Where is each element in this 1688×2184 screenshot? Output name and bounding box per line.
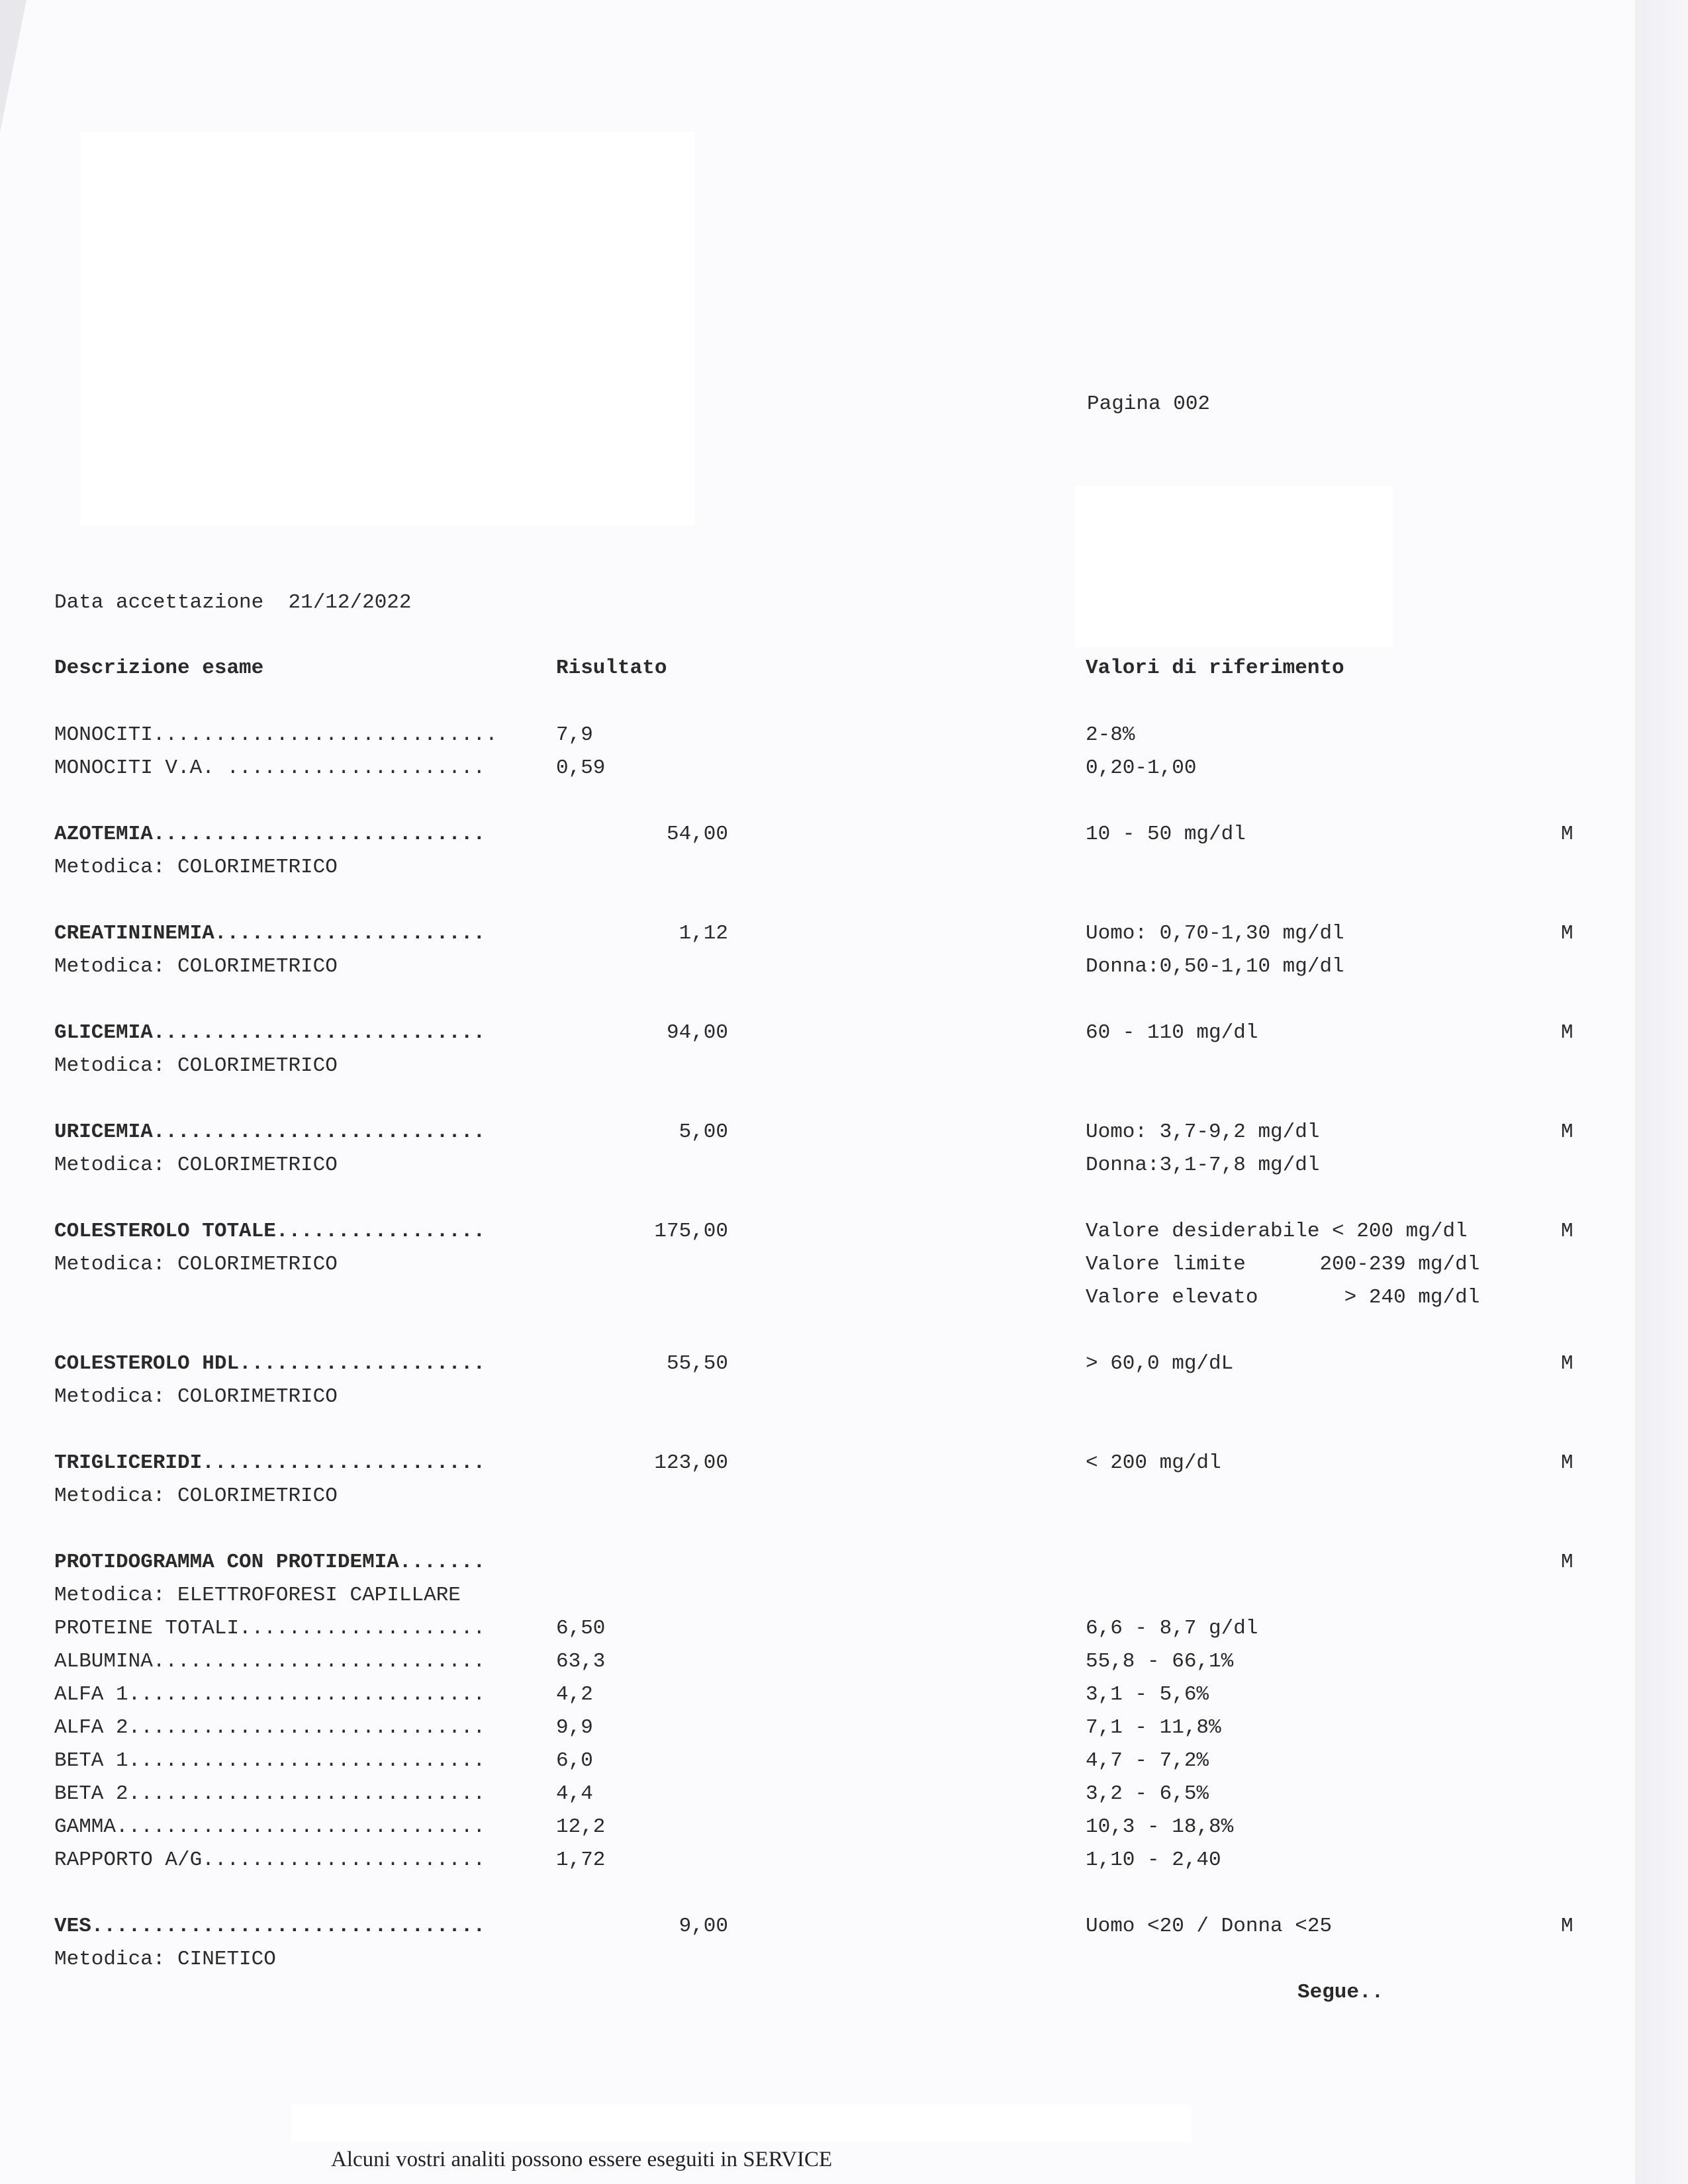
header-description: Descrizione esame xyxy=(54,657,264,680)
reference-range: 1,10 - 2,40 xyxy=(1086,1848,1221,1872)
exam-result: 6,0 xyxy=(556,1749,593,1772)
exam-name: COLESTEROLO HDL.................... xyxy=(54,1352,486,1375)
reference-range: 7,1 - 11,8% xyxy=(1086,1716,1221,1739)
reference-range: 3,2 - 6,5% xyxy=(1086,1782,1209,1805)
acceptance-label: Data accettazione xyxy=(54,591,264,614)
reference-range: Uomo: 0,70-1,30 mg/dl xyxy=(1086,922,1344,945)
exam-result: 4,4 xyxy=(556,1782,593,1805)
exam-name: ALBUMINA........................... xyxy=(54,1650,486,1673)
exam-name: ALFA 2............................. xyxy=(54,1716,486,1739)
redacted-patient-block xyxy=(1075,486,1393,647)
exam-name: GLICEMIA........................... xyxy=(54,1021,486,1044)
exam-method: Metodica: COLORIMETRICO xyxy=(54,955,338,978)
reference-range: 6,6 - 8,7 g/dl xyxy=(1086,1617,1258,1640)
exam-method: Metodica: COLORIMETRICO xyxy=(54,1385,338,1408)
exam-name: COLESTEROLO TOTALE................. xyxy=(54,1220,486,1243)
footer-strip xyxy=(291,2105,1192,2142)
exam-name: MONOCITI V.A. ..................... xyxy=(54,756,486,780)
reference-range: Donna:0,50-1,10 mg/dl xyxy=(1086,955,1344,978)
exam-name: ALFA 1............................. xyxy=(54,1683,486,1706)
exam-result: 123,00 xyxy=(654,1451,728,1475)
exam-name: BETA 1............................. xyxy=(54,1749,486,1772)
exam-result: 7,9 xyxy=(556,723,593,747)
exam-name: TRIGLICERIDI....................... xyxy=(54,1451,486,1475)
reference-range: 3,1 - 5,6% xyxy=(1086,1683,1209,1706)
method-flag: M xyxy=(1561,1220,1573,1243)
method-flag: M xyxy=(1561,922,1573,945)
exam-name: RAPPORTO A/G....................... xyxy=(54,1848,486,1872)
exam-name: PROTEINE TOTALI.................... xyxy=(54,1617,486,1640)
reference-range: 2-8% xyxy=(1086,723,1135,747)
exam-method: Metodica: ELETTROFORESI CAPILLARE xyxy=(54,1584,461,1607)
acceptance-date: 21/12/2022 xyxy=(288,591,412,614)
method-flag: M xyxy=(1561,823,1573,846)
exam-name: PROTIDOGRAMMA CON PROTIDEMIA....... xyxy=(54,1551,486,1574)
reference-range: Valore limite 200-239 mg/dl xyxy=(1086,1253,1480,1276)
exam-name: AZOTEMIA........................... xyxy=(54,823,486,846)
header-result: Risultato xyxy=(556,657,667,680)
exam-method: Metodica: COLORIMETRICO xyxy=(54,1154,338,1177)
continue-label: Segue.. xyxy=(1297,1981,1384,2004)
reference-range: Valore desiderabile < 200 mg/dl xyxy=(1086,1220,1468,1243)
exam-result: 94,00 xyxy=(666,1021,728,1044)
redacted-header-block xyxy=(81,132,695,525)
exam-result: 5,00 xyxy=(679,1120,728,1144)
reference-range: < 200 mg/dl xyxy=(1086,1451,1221,1475)
exam-result: 63,3 xyxy=(556,1650,606,1673)
exam-result: 12,2 xyxy=(556,1815,606,1839)
acceptance-date-line xyxy=(54,590,412,615)
exam-name: VES................................ xyxy=(54,1915,486,1938)
reference-range: 60 - 110 mg/dl xyxy=(1086,1021,1258,1044)
method-flag: M xyxy=(1561,1915,1573,1938)
page-number: Pagina 002 xyxy=(1087,392,1211,416)
reference-range: Valore elevato > 240 mg/dl xyxy=(1086,1286,1480,1309)
reference-range: 10,3 - 18,8% xyxy=(1086,1815,1234,1839)
exam-method: Metodica: COLORIMETRICO xyxy=(54,1253,338,1276)
exam-method: Metodica: COLORIMETRICO xyxy=(54,856,338,879)
exam-name: GAMMA.............................. xyxy=(54,1815,486,1839)
method-flag: M xyxy=(1561,1120,1573,1144)
reference-range: 0,20-1,00 xyxy=(1086,756,1197,780)
method-flag: M xyxy=(1561,1352,1573,1375)
exam-name: URICEMIA........................... xyxy=(54,1120,486,1144)
reference-range: Uomo: 3,7-9,2 mg/dl xyxy=(1086,1120,1320,1144)
reference-range: 55,8 - 66,1% xyxy=(1086,1650,1234,1673)
reference-range: 10 - 50 mg/dl xyxy=(1086,823,1246,846)
exam-result: 9,00 xyxy=(679,1915,728,1938)
header-reference: Valori di riferimento xyxy=(1086,657,1344,680)
exam-name: MONOCITI............................ xyxy=(54,723,498,747)
method-flag: M xyxy=(1561,1021,1573,1044)
exam-result: 175,00 xyxy=(654,1220,728,1243)
exam-name: CREATININEMIA...................... xyxy=(54,922,486,945)
exam-result: 0,59 xyxy=(556,756,606,780)
exam-result: 9,9 xyxy=(556,1716,593,1739)
exam-name: BETA 2............................. xyxy=(54,1782,486,1805)
method-flag: M xyxy=(1561,1451,1573,1475)
page-edge-shadow xyxy=(1635,0,1688,2184)
exam-result: 55,50 xyxy=(666,1352,728,1375)
exam-result: 4,2 xyxy=(556,1683,593,1706)
reference-range: Uomo <20 / Donna <25 xyxy=(1086,1915,1333,1938)
folded-corner xyxy=(0,0,26,132)
exam-result: 6,50 xyxy=(556,1617,606,1640)
exam-method: Metodica: CINETICO xyxy=(54,1948,276,1971)
exam-result: 54,00 xyxy=(666,823,728,846)
exam-result: 1,72 xyxy=(556,1848,606,1872)
footer-note: Alcuni vostri analiti possono essere eseguiti in SERVICE xyxy=(331,2148,833,2171)
reference-range: > 60,0 mg/dL xyxy=(1086,1352,1234,1375)
reference-range: 4,7 - 7,2% xyxy=(1086,1749,1209,1772)
method-flag: M xyxy=(1561,1551,1573,1574)
exam-method: Metodica: COLORIMETRICO xyxy=(54,1484,338,1508)
exam-result: 1,12 xyxy=(679,922,728,945)
reference-range: Donna:3,1-7,8 mg/dl xyxy=(1086,1154,1320,1177)
exam-method: Metodica: COLORIMETRICO xyxy=(54,1054,338,1077)
